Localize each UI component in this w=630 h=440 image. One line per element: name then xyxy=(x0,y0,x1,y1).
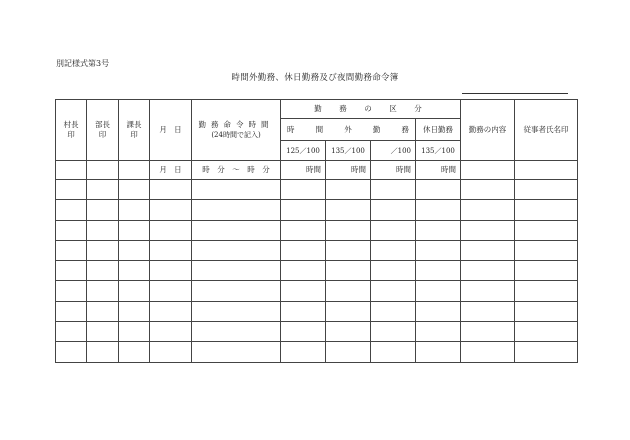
entry-cell[interactable] xyxy=(281,342,326,362)
holiday-work-header: 休日勤務 xyxy=(416,119,461,141)
entry-cell[interactable] xyxy=(515,220,578,240)
entry-cell[interactable] xyxy=(119,281,150,301)
entry-cell[interactable] xyxy=(119,261,150,281)
entry-cell[interactable] xyxy=(150,200,192,220)
entry-cell[interactable] xyxy=(281,322,326,342)
entry-cell[interactable] xyxy=(326,200,371,220)
entry-cell[interactable] xyxy=(87,220,119,240)
entry-cell[interactable] xyxy=(416,261,461,281)
entry-cell[interactable] xyxy=(461,342,515,362)
entry-cell[interactable] xyxy=(192,220,281,240)
dept-head-seal-header: 部長 印 xyxy=(87,100,119,161)
entry-cell[interactable] xyxy=(192,342,281,362)
entry-cell[interactable] xyxy=(515,240,578,260)
entry-cell[interactable] xyxy=(87,342,119,362)
village-head-seal-cell[interactable] xyxy=(56,161,87,180)
entry-cell[interactable] xyxy=(150,180,192,200)
entry-cell[interactable] xyxy=(326,261,371,281)
hours-unit-cell[interactable]: 時間 xyxy=(416,161,461,180)
entry-cell[interactable] xyxy=(461,200,515,220)
entry-cell[interactable] xyxy=(192,200,281,220)
entry-cell[interactable] xyxy=(371,261,416,281)
worker-name-cell[interactable] xyxy=(515,161,578,180)
table-row xyxy=(56,240,578,260)
entry-cell[interactable] xyxy=(326,220,371,240)
entry-cell[interactable] xyxy=(326,301,371,321)
entry-cell[interactable] xyxy=(192,261,281,281)
table-row xyxy=(56,342,578,362)
entry-cell[interactable] xyxy=(371,240,416,260)
entry-cell[interactable] xyxy=(371,301,416,321)
work-content-header: 勤務の内容 xyxy=(461,100,515,161)
entry-cell[interactable] xyxy=(56,180,87,200)
worker-name-header: 従事者氏名印 xyxy=(515,100,578,161)
table-row xyxy=(56,281,578,301)
hours-unit-cell[interactable]: 時間 xyxy=(326,161,371,180)
entry-cell[interactable] xyxy=(56,220,87,240)
entry-cell[interactable] xyxy=(119,240,150,260)
entry-cell[interactable] xyxy=(119,200,150,220)
entry-cell[interactable] xyxy=(192,180,281,200)
section-head-seal-cell[interactable] xyxy=(119,161,150,180)
entry-cell[interactable] xyxy=(281,261,326,281)
entry-cell[interactable] xyxy=(87,301,119,321)
entry-cell[interactable] xyxy=(192,322,281,342)
entry-cell[interactable] xyxy=(119,342,150,362)
entry-cell[interactable] xyxy=(119,180,150,200)
work-content-cell[interactable] xyxy=(461,161,515,180)
rate-125: 125／100 xyxy=(281,141,326,161)
entry-cell[interactable] xyxy=(461,261,515,281)
entry-cell[interactable] xyxy=(416,301,461,321)
entry-cell[interactable] xyxy=(56,322,87,342)
entry-cell[interactable] xyxy=(150,281,192,301)
entry-cell[interactable] xyxy=(281,220,326,240)
section-head-seal-header: 課長 印 xyxy=(119,100,150,161)
overtime-header: 時 間 外 勤 務 xyxy=(281,119,416,141)
entry-cell[interactable] xyxy=(56,240,87,260)
entry-cell[interactable] xyxy=(56,281,87,301)
entry-cell[interactable] xyxy=(150,301,192,321)
entry-cell[interactable] xyxy=(281,281,326,301)
entry-cell[interactable] xyxy=(281,200,326,220)
table-row xyxy=(56,180,578,200)
entry-cell[interactable] xyxy=(371,281,416,301)
entry-cell[interactable] xyxy=(326,281,371,301)
time-range-unit-cell[interactable]: 時 分 ～ 時 分 xyxy=(192,161,281,180)
entry-cell[interactable] xyxy=(515,322,578,342)
table-row xyxy=(56,322,578,342)
entry-cell[interactable] xyxy=(119,301,150,321)
entry-cell[interactable] xyxy=(150,261,192,281)
overtime-order-table xyxy=(55,99,578,363)
entry-cell[interactable] xyxy=(87,261,119,281)
order-time-header: 勤務命令時間 (24時間で記入) xyxy=(192,100,281,161)
entry-cell[interactable] xyxy=(192,281,281,301)
entry-cell[interactable] xyxy=(461,180,515,200)
table-row xyxy=(56,261,578,281)
entry-cell[interactable] xyxy=(281,240,326,260)
entry-cell[interactable] xyxy=(371,322,416,342)
entry-cell[interactable] xyxy=(87,322,119,342)
entry-cell[interactable] xyxy=(326,322,371,342)
entry-cell[interactable] xyxy=(371,200,416,220)
village-head-seal-header: 村長 印 xyxy=(56,100,87,161)
rate-135: 135／100 xyxy=(326,141,371,161)
entry-cell[interactable] xyxy=(416,180,461,200)
entry-cell[interactable] xyxy=(56,301,87,321)
entry-cell[interactable] xyxy=(326,342,371,362)
form-number-label: 別記様式第3号 xyxy=(56,59,110,68)
entry-cell[interactable] xyxy=(192,240,281,260)
entry-cell[interactable] xyxy=(87,281,119,301)
entry-cell[interactable] xyxy=(515,301,578,321)
dept-head-seal-cell[interactable] xyxy=(87,161,119,180)
entry-cell[interactable] xyxy=(150,322,192,342)
entry-cell[interactable] xyxy=(326,180,371,200)
entry-cell[interactable] xyxy=(416,342,461,362)
signature-line xyxy=(462,93,568,94)
entry-cell[interactable] xyxy=(515,200,578,220)
date-unit-cell[interactable]: 月 日 xyxy=(150,161,192,180)
hours-unit-cell[interactable]: 時間 xyxy=(371,161,416,180)
entry-cell[interactable] xyxy=(461,322,515,342)
entry-cell[interactable] xyxy=(150,240,192,260)
entry-cell[interactable] xyxy=(416,322,461,342)
entry-cell[interactable] xyxy=(56,342,87,362)
entry-cell[interactable] xyxy=(150,220,192,240)
entry-cell[interactable] xyxy=(461,240,515,260)
unit-row xyxy=(56,161,578,180)
entry-cell[interactable] xyxy=(515,261,578,281)
table-row xyxy=(56,301,578,321)
entry-cell[interactable] xyxy=(150,342,192,362)
entry-cell[interactable] xyxy=(371,342,416,362)
entry-cell[interactable] xyxy=(281,301,326,321)
entry-cell[interactable] xyxy=(515,281,578,301)
entry-cell[interactable] xyxy=(371,220,416,240)
table-row xyxy=(56,220,578,240)
entry-cell[interactable] xyxy=(515,342,578,362)
rate-holiday-135: 135／100 xyxy=(416,141,461,161)
form-title: 時間外勤務、休日勤務及び夜間勤務命令簿 xyxy=(231,73,399,83)
entry-cell[interactable] xyxy=(119,220,150,240)
entry-cell[interactable] xyxy=(326,240,371,260)
entry-cell[interactable] xyxy=(371,180,416,200)
header-row-1 xyxy=(56,100,578,119)
entry-cell[interactable] xyxy=(87,200,119,220)
table-row xyxy=(56,200,578,220)
entry-cell[interactable] xyxy=(87,240,119,260)
entry-cell[interactable] xyxy=(416,281,461,301)
entry-cell[interactable] xyxy=(56,200,87,220)
entry-cell[interactable] xyxy=(461,281,515,301)
entry-cell[interactable] xyxy=(416,200,461,220)
entry-cell[interactable] xyxy=(192,301,281,321)
entry-cell[interactable] xyxy=(416,220,461,240)
entry-cell[interactable] xyxy=(281,180,326,200)
entry-cell[interactable] xyxy=(461,220,515,240)
entry-cell[interactable] xyxy=(515,180,578,200)
rate-blank: ／100 xyxy=(371,141,416,161)
work-category-header: 勤 務 の 区 分 xyxy=(281,100,461,119)
entry-cell[interactable] xyxy=(119,322,150,342)
entry-cell[interactable] xyxy=(416,240,461,260)
entry-cell[interactable] xyxy=(56,261,87,281)
entry-cell[interactable] xyxy=(461,301,515,321)
date-header: 月 日 xyxy=(150,100,192,161)
entry-cell[interactable] xyxy=(87,180,119,200)
hours-unit-cell[interactable]: 時間 xyxy=(281,161,326,180)
